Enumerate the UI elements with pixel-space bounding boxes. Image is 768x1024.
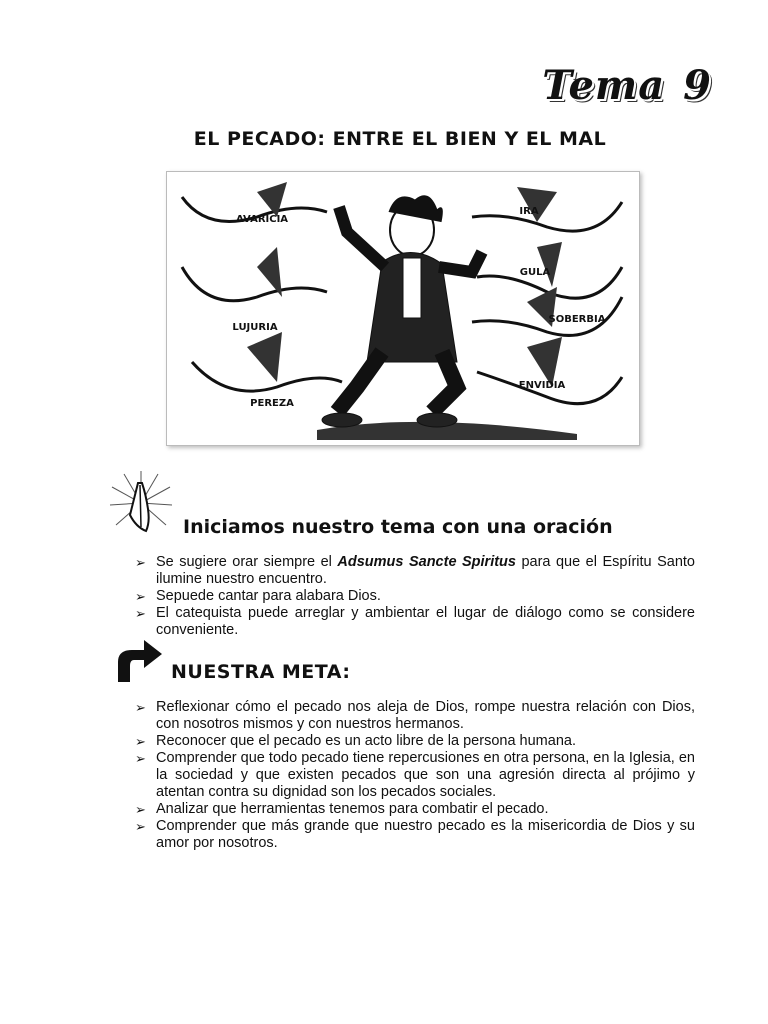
goal-list (135, 699, 695, 852)
bullet-arrow-icon: ➢ (135, 734, 146, 749)
page-title: EL PECADO: ENTRE EL BIEN Y EL MAL (193, 128, 607, 150)
list-item: ➢ Reconocer que el pecado es un acto libre de la persona humana. (135, 733, 576, 749)
list-item: ➢ Comprender que todo pecado tiene repercusiones en otra persona, en la Iglesia, en la sociedad y que existen pecados que son una agresión directa al prójimo y atentan contra su dignidad son los pecados sociales. (135, 750, 695, 800)
bullet-arrow-icon: ➢ (135, 802, 146, 817)
prayer-list (135, 554, 695, 639)
prayer-section-title: Iniciamos nuestro tema con una oración (183, 516, 613, 538)
curved-arrow-icon (108, 638, 164, 684)
list-item: ➢ Se sugiere orar siempre el Adsumus Sancte Spiritus para que el Espíritu Santo ilumine nuestro encuentro. (135, 554, 695, 587)
list-item: ➢ Reflexionar cómo el pecado nos aleja de Dios, rompe nuestra relación con Dios, con nosotros mismos y con nuestros hermanos. (135, 699, 695, 732)
prayer-name: Adsumus Sancte Spiritus (337, 554, 516, 570)
sin-label: IRA (519, 206, 539, 217)
goal-section-title: NUESTRA META: (171, 661, 351, 683)
bullet-arrow-icon: ➢ (135, 606, 146, 621)
list-item: ➢ Comprender que más grande que nuestro pecado es la misericordia de Dios y su amor por nosotros. (135, 818, 695, 851)
sin-label: LUJURIA (232, 322, 278, 333)
tema-label: Tema (542, 62, 666, 109)
list-item: ➢ Analizar que herramientas tenemos para combatir el pecado. (135, 801, 549, 817)
sin-label: SOBERBIA (548, 314, 606, 325)
sin-label: GULA (519, 267, 551, 278)
list-item: ➢ Sepuede cantar para alabara Dios. (135, 588, 381, 604)
bullet-arrow-icon: ➢ (135, 700, 146, 715)
sin-label: AVARICIA (235, 214, 289, 225)
list-item: ➢ El catequista puede arreglar y ambientar el lugar de diálogo como se considere conveniente. (135, 605, 695, 638)
tema-number: 9 (683, 62, 712, 109)
bullet-arrow-icon: ➢ (135, 589, 146, 604)
bullet-arrow-icon: ➢ (135, 751, 146, 766)
bullet-arrow-icon: ➢ (135, 555, 146, 570)
tema-heading (542, 62, 712, 109)
sin-label: PEREZA (250, 398, 294, 409)
sin-label: ENVIDIA (518, 380, 566, 391)
seven-sins-illustration (166, 171, 640, 446)
praying-hands-icon (108, 469, 174, 537)
bullet-arrow-icon: ➢ (135, 819, 146, 834)
